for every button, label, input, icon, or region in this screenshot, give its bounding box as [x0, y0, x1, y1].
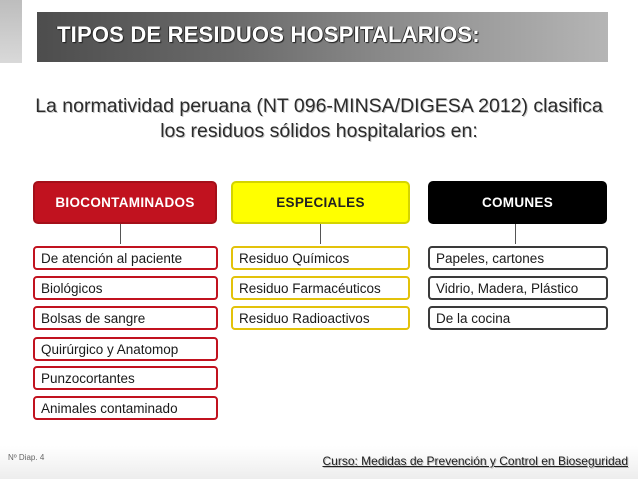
category-comunes: COMUNES: [428, 181, 607, 224]
comunes-item: De la cocina: [428, 306, 608, 330]
connector-line-biocontaminados: [120, 224, 121, 244]
especiales-item: Residuo Químicos: [231, 246, 410, 270]
intro-line-1: La normatividad peruana (NT 096-MINSA/DIGESA 2012) clasifica: [35, 95, 603, 117]
connector-line-comunes: [515, 224, 516, 244]
bio-item: Bolsas de sangre: [33, 306, 218, 330]
especiales-item: Residuo Radioactivos: [231, 306, 410, 330]
category-especiales: ESPECIALES: [231, 181, 410, 224]
connector-line-especiales: [320, 224, 321, 244]
bio-item: Quirúrgico y Anatomop: [33, 337, 218, 361]
course-name: Curso: Medidas de Prevención y Control en Bioseguridad: [322, 454, 628, 468]
intro-text: [20, 94, 618, 144]
slide-number: Nº Diap. 4: [8, 453, 45, 462]
left-decoration-band: [0, 0, 22, 63]
bio-item: Biológicos: [33, 276, 218, 300]
bio-item: Animales contaminado: [33, 396, 218, 420]
especiales-item: Residuo Farmacéuticos: [231, 276, 410, 300]
slide-title: TIPOS DE RESIDUOS HOSPITALARIOS:: [57, 22, 480, 47]
bio-item: De atención al paciente: [33, 246, 218, 270]
category-biocontaminados: BIOCONTAMINADOS: [33, 181, 217, 224]
bio-item: Punzocortantes: [33, 366, 218, 390]
comunes-item: Papeles, cartones: [428, 246, 608, 270]
comunes-item: Vidrio, Madera, Plástico: [428, 276, 608, 300]
intro-line-2: los residuos sólidos hospitalarios en:: [160, 120, 478, 142]
